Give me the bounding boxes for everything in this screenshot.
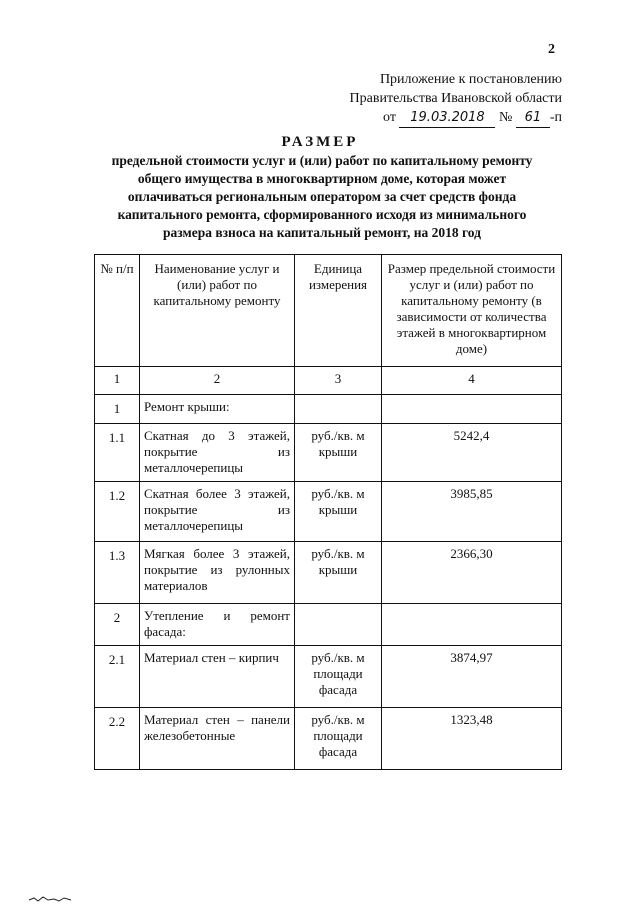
row-size: 5242,4 [382, 424, 562, 482]
column-number-row [95, 367, 562, 395]
appendix-line-3 [262, 108, 562, 128]
appendix-date: 19.03.2018 [399, 108, 495, 128]
table-row [95, 424, 562, 482]
appendix-header [262, 70, 562, 128]
page-number: 2 [548, 42, 555, 57]
rates-table [94, 254, 562, 770]
row-unit: руб./кв. м крыши [295, 482, 382, 542]
row-name: Ремонт крыши: [140, 395, 295, 424]
row-size: 3985,85 [382, 482, 562, 542]
document-subtitle: предельной стоимости услуг и (или) работ по капитальному ремонту общего имущества в многоквартирном доме, которая может оплачиваться региональным оператором за счет средств фонда капитального ремонта, сформированного исходя из минимального размера взноса на капитальный ремонт, на 2018 год [111, 153, 533, 240]
table-header-row [95, 255, 562, 367]
row-size: 1323,48 [382, 708, 562, 770]
column-number: 1 [95, 367, 140, 395]
row-name: Материал стен – кирпич [140, 646, 295, 708]
row-no: 1.1 [95, 424, 140, 482]
table-row [95, 708, 562, 770]
row-unit: руб./кв. м площади фасада [295, 646, 382, 708]
row-no: 2.1 [95, 646, 140, 708]
table-row [95, 604, 562, 646]
appendix-suffix: -п [549, 110, 562, 125]
header-no: № п/п [95, 255, 140, 367]
document-title: РАЗМЕР [281, 134, 359, 150]
row-no: 1.3 [95, 542, 140, 604]
row-unit: руб./кв. м крыши [295, 424, 382, 482]
signature-scribble [28, 894, 72, 904]
row-name: Утепление и ремонт фасада: [140, 604, 295, 646]
column-number: 2 [140, 367, 295, 395]
row-no: 1 [95, 395, 140, 424]
row-no: 2.2 [95, 708, 140, 770]
header-name: Наименование услуг и (или) работ по капитальному ремонту [140, 255, 295, 367]
appendix-from-label: от [383, 110, 396, 125]
row-name: Скатная более 3 этажей, покрытие из металлочерепицы [140, 482, 295, 542]
row-name: Мягкая более 3 этажей, покрытие из рулонных материалов [140, 542, 295, 604]
row-name: Скатная до 3 этажей, покрытие из металлочерепицы [140, 424, 295, 482]
table-row [95, 542, 562, 604]
row-no: 2 [95, 604, 140, 646]
appendix-number-label: № [498, 110, 513, 125]
row-unit: руб./кв. м площади фасада [295, 708, 382, 770]
row-unit [295, 395, 382, 424]
row-size: 2366,30 [382, 542, 562, 604]
row-unit [295, 604, 382, 646]
header-unit: Единица измерения [295, 255, 382, 367]
table-row [95, 646, 562, 708]
appendix-line-2: Правительства Ивановской области [349, 91, 562, 106]
appendix-line-1: Приложение к постановлению [379, 72, 562, 87]
row-size: 3874,97 [382, 646, 562, 708]
row-name: Материал стен – панели железобетонные [140, 708, 295, 770]
appendix-number: 61 [516, 108, 550, 128]
table-row [95, 395, 562, 424]
row-size [382, 395, 562, 424]
row-size [382, 604, 562, 646]
column-number: 3 [295, 367, 382, 395]
row-unit: руб./кв. м крыши [295, 542, 382, 604]
column-number: 4 [382, 367, 562, 395]
row-no: 1.2 [95, 482, 140, 542]
table-row [95, 482, 562, 542]
header-size: Размер предельной стоимости услуг и (или) работ по капитальному ремонту (в зависимости от количества этажей в многоквартирном доме) [382, 255, 562, 367]
